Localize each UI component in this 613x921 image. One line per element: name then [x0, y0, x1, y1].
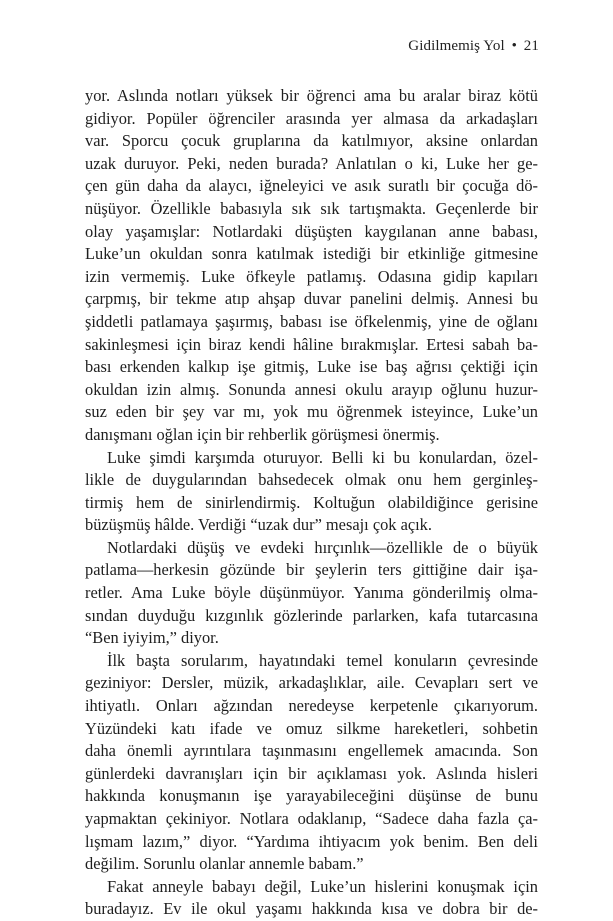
text-line: retler. Ama Luke böyle düşünmüyor. Yanıma gönderilmiş olma- [85, 583, 538, 603]
paragraph [85, 537, 538, 650]
book-title: Gidilmemiş Yol [408, 38, 505, 54]
text-line: sakinleşmesi için biraz kendi hâline bırakmışlar. Ertesi sabah ba- [85, 334, 538, 354]
text-line: likle de duygularından bahsedecek olmak onu hem gerginleş- [85, 470, 538, 490]
text-line: değilim. Sorunlu olanlar annemle babam.” [85, 854, 364, 874]
text-line: sından duyduğu kızgınlık gözlerinde parlarken, kafa tutarcasına [85, 605, 538, 625]
text-line: suz eden bir şey var mı, yok mu öğrenmek isteyince, Luke’un [85, 402, 538, 422]
text-line: patlama—herkesin gözünde bir şeylerin ters gittiğine dair işa- [85, 560, 538, 580]
text-line: geziniyor: Dersler, müzik, arkadaşlıklar, aile. Cevapları sert ve [85, 673, 538, 693]
text-line: danışmanı oğlan için bir rehberlik görüşmesi önermiş. [85, 424, 440, 444]
paragraph [85, 85, 538, 447]
text-line: çarpmış, bir tekme atıp ahşap duvar panelini delmiş. Annesi bu [85, 289, 538, 309]
text-line: uzak duruyor. Peki, neden burada? Anlatılan o ki, Luke her ge- [85, 153, 538, 173]
text-line: şiddetli patlamaya şaşırmış, babası ise öfkelenmiş, yine de oğlanı [85, 311, 538, 331]
text-line: Yüzündeki katı ifade ve omuz silkme hareketleri, sohbetin [85, 718, 538, 738]
page-number: 21 [523, 38, 539, 54]
text-line: lışmam lazım,” diyor. “Yardıma ihtiyacım yok benim. Ben deli [85, 831, 538, 851]
paragraph [85, 650, 538, 876]
text-line: “Ben iyiyim,” diyor. [85, 628, 219, 648]
text-line: yor. Aslında notları yüksek bir öğrenci ama bu aralar biraz kötü [85, 86, 538, 105]
text-line: Fakat anneyle babayı değil, Luke’un hislerini konuşmak için [107, 876, 538, 896]
text-line: çen gün daha da alaycı, iğneleyici ve asık suratlı bir çocuğa dö- [85, 176, 538, 196]
text-line: izin vermemiş. Luke öfkeyle patlamış. Odasına gidip kapıları [85, 266, 538, 286]
paragraph [85, 447, 538, 537]
running-head [408, 38, 539, 55]
text-line: nüşüyor. Özellikle babasıyla sık sık tartışmakta. Geçenlerde bir [85, 198, 538, 218]
text-line: Luke’un okuldan sonra katılmak istediği bir etkinliğe gitmesine [85, 244, 538, 264]
text-line: Notlardaki düşüş ve evdeki hırçınlık—özellikle de o büyük [107, 537, 538, 557]
text-line: Luke şimdi karşımda oturuyor. Belli ki bu konulardan, özel- [107, 447, 538, 467]
text-line: var. Sporcu çocuk gruplarına da katılmıyor, aksine onlardan [85, 131, 538, 151]
text-line: daha önemli ayrıntılara taşınmasını engellemek amacında. Son [85, 741, 538, 761]
text-line: günlerdeki davranışları için bir açıklaması yok. Aslında hisleri [85, 763, 538, 783]
body-text [85, 85, 538, 921]
text-line: ihtiyatlı. Onları ağzından neredeyse kerpetenle çıkarıyorum. [85, 696, 538, 716]
text-line: hakkında konuşmanın işe yarayabileceğini düşünse de bunu [85, 786, 538, 806]
text-line: tirmiş hem de sinirlendirmiş. Koltuğun olabildiğince gerisine [85, 492, 538, 512]
text-line: İlk başta sorularım, hayatındaki temel konuların çevresinde [107, 650, 538, 670]
text-line: okuldan izin almış. Sonunda annesi okulu arayıp oğlunu huzur- [85, 379, 538, 399]
text-line: buradayız. Ev ile okul yaşamı hakkında kısa ve dobra bir de- [85, 899, 538, 919]
paragraph [85, 876, 538, 921]
text-line: olay yaşamışlar: Notlardaki düşüşten kaygılanan anne babası, [85, 221, 538, 241]
text-line: gidiyor. Popüler öğrenciler arasında yer almasa da arkadaşları [85, 108, 538, 128]
text-line: büzüşmüş hâlde. Verdiği “uzak dur” mesajı çok açık. [85, 515, 432, 535]
text-line: yapmaktan çekiniyor. Notlara odaklanıp, “Sadece daha fazla ça- [85, 809, 538, 828]
separator-bullet: • [511, 38, 517, 54]
text-line: bası erkenden kalkıp işe gitmiş, Luke ise baş ağrısı çektiği için [85, 357, 538, 377]
